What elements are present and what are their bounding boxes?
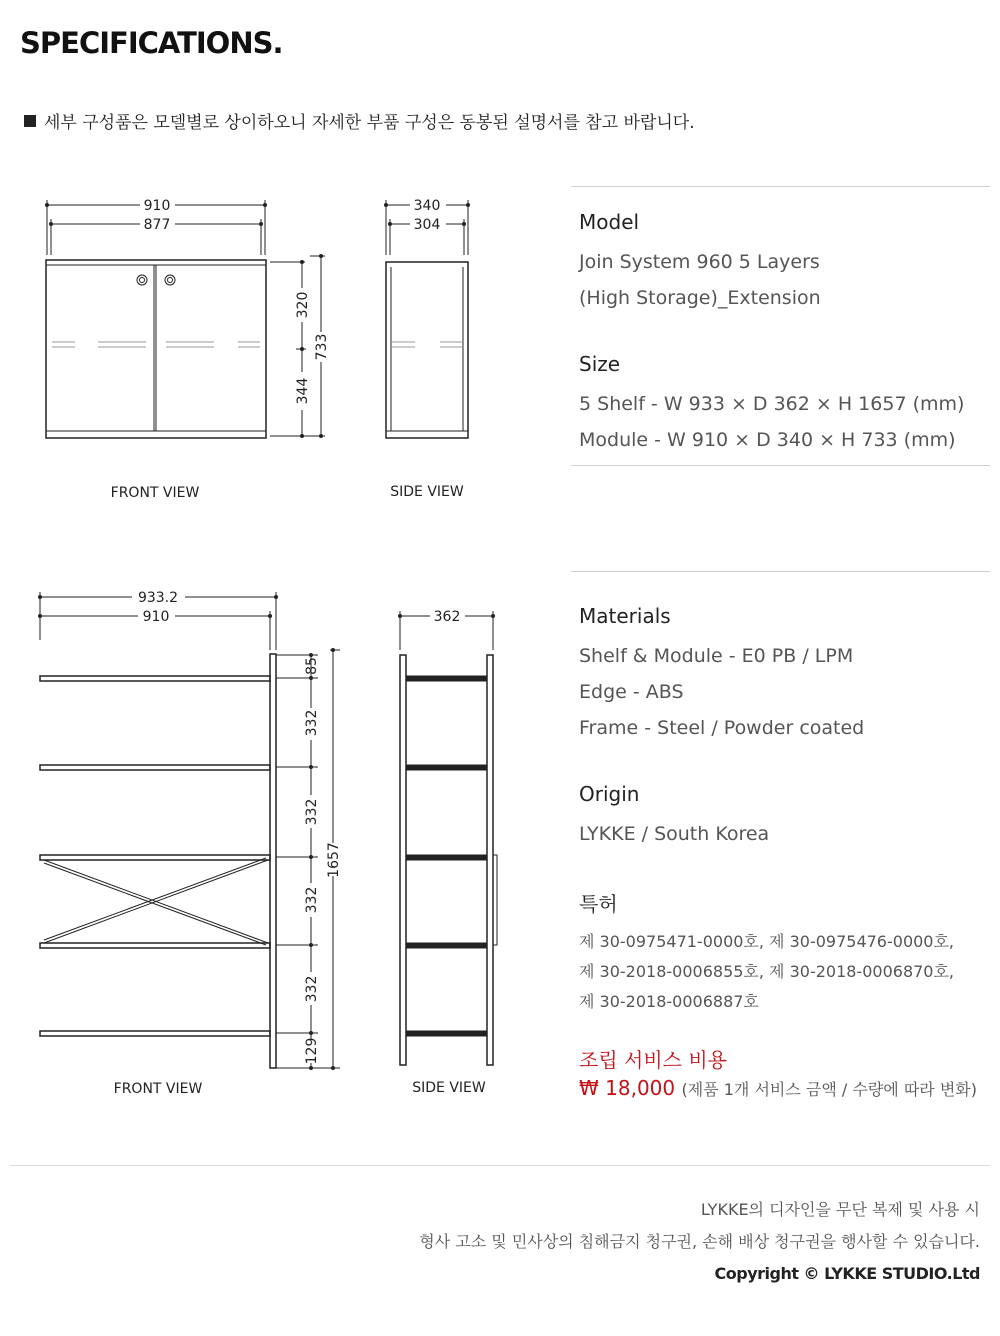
shelf-diagram <box>0 580 560 1110</box>
footer <box>419 1194 980 1290</box>
model-line: (High Storage)_Extension <box>579 287 821 309</box>
dim-gap-1: 332 <box>304 709 320 737</box>
footer-line: LYKKE의 디자인을 무단 복제 및 사용 시 <box>700 1200 980 1219</box>
dim-gap-4: 332 <box>304 975 320 1003</box>
origin-line: LYKKE / South Korea <box>579 823 770 845</box>
dim-gap-bottom: 129 <box>304 1037 320 1065</box>
dim-side-depth: 362 <box>433 609 461 625</box>
patent-heading: 특허 <box>579 892 618 916</box>
assembly-heading: 조립 서비스 비용 <box>579 1048 727 1072</box>
assembly-price-row <box>579 1076 977 1100</box>
dim-height-total: 1657 <box>326 842 342 878</box>
patent-line: 제 30-2018-0006855호, 제 30-2018-0006870호, <box>579 962 955 981</box>
dim-front-width-outer: 910 <box>143 198 171 214</box>
patent-section <box>579 888 954 1017</box>
assembly-price: ₩ 18,000 <box>579 1076 676 1100</box>
materials-line: Edge - ABS <box>579 681 684 703</box>
materials-section <box>579 604 864 746</box>
size-heading: Size <box>579 352 621 376</box>
footer-divider <box>10 1165 990 1166</box>
origin-heading: Origin <box>579 782 640 806</box>
materials-line: Shelf & Module - E0 PB / LPM <box>579 645 854 667</box>
model-heading: Model <box>579 210 640 234</box>
copyright: Copyright © LYKKE STUDIO.Ltd <box>714 1264 980 1283</box>
dim-gap-2: 332 <box>304 798 320 826</box>
patent-line: 제 30-0975471-0000호, 제 30-0975476-0000호, <box>579 932 955 951</box>
dim-height-total: 733 <box>314 333 330 361</box>
page-title: SPECIFICATIONS. <box>20 26 283 60</box>
size-line: Module - W 910 × D 340 × H 733 (mm) <box>579 429 956 451</box>
footer-line: 형사 고소 및 민사상의 침해금지 청구권, 손해 배상 청구권을 행사할 수 있습니다. <box>419 1232 980 1251</box>
dim-height-upper: 320 <box>295 291 311 319</box>
side-view-label: SIDE VIEW <box>390 484 464 500</box>
side-view-label: SIDE VIEW <box>412 1080 486 1096</box>
notice-text: 세부 구성품은 모델별로 상이하오니 자세한 부품 구성은 동봉된 설명서를 참고 바랍니다. <box>44 113 695 133</box>
materials-line: Frame - Steel / Powder coated <box>579 717 865 739</box>
dim-side-depth-outer: 340 <box>413 198 441 214</box>
front-view-label: FRONT VIEW <box>113 1081 203 1097</box>
dim-front-width-outer: 933.2 <box>137 590 179 606</box>
divider <box>571 571 990 572</box>
origin-section <box>579 782 769 852</box>
dim-gap-3: 332 <box>304 886 320 914</box>
notice <box>24 108 695 133</box>
divider <box>571 186 990 187</box>
model-section <box>579 210 821 316</box>
dim-front-width-inner: 910 <box>142 609 170 625</box>
model-line: Join System 960 5 Layers <box>579 251 820 273</box>
dim-side-depth-inner: 304 <box>413 217 441 233</box>
divider <box>571 465 990 466</box>
front-view-label: FRONT VIEW <box>110 485 200 501</box>
materials-heading: Materials <box>579 604 671 628</box>
module-diagram <box>0 180 560 520</box>
size-line: 5 Shelf - W 933 × D 362 × H 1657 (mm) <box>579 393 965 415</box>
patent-line: 제 30-2018-0006887호 <box>579 992 759 1011</box>
size-section <box>579 352 964 458</box>
assembly-note: (제품 1개 서비스 금액 / 수량에 따라 변화) <box>681 1080 977 1099</box>
dim-gap-top: 85 <box>304 657 320 675</box>
dim-height-lower: 344 <box>295 377 311 405</box>
dim-front-width-inner: 877 <box>143 217 171 233</box>
square-bullet-icon <box>24 115 36 127</box>
